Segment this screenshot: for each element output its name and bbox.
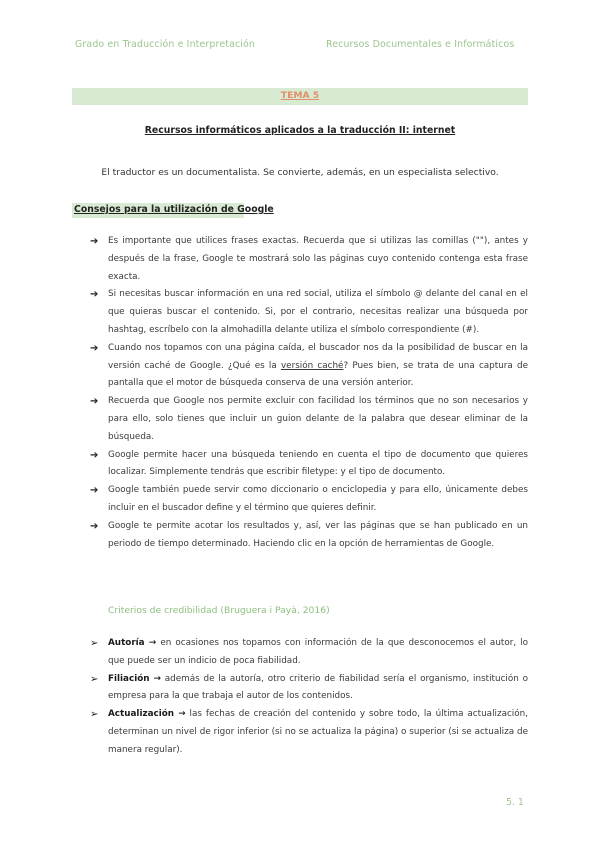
criterion-title: Autoría → [108, 638, 157, 648]
criterion-title: Actualización → [108, 709, 186, 720]
list-item [90, 286, 528, 339]
list-item [90, 447, 528, 483]
list-item [90, 340, 528, 393]
tips-list [90, 233, 528, 553]
triangle-arrow-icon: ➢ [90, 673, 99, 685]
cache-version-term: versión caché [280, 360, 344, 371]
arrow-icon: ➔ [90, 520, 99, 532]
arrow-icon: ➔ [90, 342, 99, 354]
document-subtitle: Recursos informáticos aplicados a la traducción II: internet [144, 125, 456, 136]
tema-heading: TEMA 5 [280, 90, 320, 101]
list-item [90, 706, 528, 759]
page-number: 5. 1 [506, 797, 524, 808]
arrow-icon: ➔ [90, 396, 99, 408]
list-item [90, 671, 528, 707]
criterion-text: las fechas de creación del contenido y sobre todo, la última actualización, determinan un nivel de rigor inferior (si no se actualiza la página) o superior (si se actualiza de manera regular). [108, 709, 528, 755]
tip-text: Google te permite acotar los resultados y, así, ver las páginas que se han publicado en un periodo de tiempo determinado. Haciendo clic en la opción de herramientas de Google. [108, 520, 528, 549]
tip-text: Recuerda que Google nos permite excluir con facilidad los términos que no son necesarios y para ello, solo tienes que incluir un guion delante de la palabra que desear eliminar de la búsqueda. [108, 396, 528, 442]
arrow-icon: ➔ [90, 236, 99, 247]
criterion-title: Filiación → [108, 673, 161, 684]
triangle-arrow-icon: ➢ [90, 709, 99, 721]
triangle-arrow-icon: ➢ [90, 638, 99, 649]
section-title: Consejos para la utilización de Google [74, 204, 274, 215]
header-course: Recursos Documentales e Informáticos [326, 39, 515, 50]
list-item [90, 518, 528, 554]
intro-paragraph: El traductor es un documentalista. Se convierte, además, en un especialista selectivo. [101, 167, 499, 178]
tip-text: ? Pues bien, se trata de una captura de pantalla que el motor de búsqueda conserva de una versión anterior. [108, 360, 528, 389]
tip-text: Google también puede servir como diccionario o enciclopedia y para ello, únicamente debes incluir en el buscador define y el término que quieres definir. [108, 485, 528, 513]
criterion-text: en ocasiones nos topamos con información de la que desconocemos el autor, lo que puede ser un indicio de poca fiabilidad. [108, 638, 528, 666]
list-item [90, 635, 528, 671]
criteria-list [90, 635, 528, 760]
list-item [90, 393, 528, 446]
criteria-title: Criterios de credibilidad (Bruguera i Payà, 2016) [108, 605, 330, 616]
criterion-text: además de la autoría, otro criterio de fiabilidad sería el organismo, institución o empresa para la que trabaja el autor de los contenidos. [108, 673, 528, 702]
arrow-icon: ➔ [90, 289, 99, 301]
list-item [90, 482, 528, 518]
tip-text: Si necesitas buscar información en una red social, utiliza el símbolo @ delante del canal en el que quieras buscar el contenido. Si, por el contrario, necesitas realizar una búsqueda por hashtag, escríbelo con la almohadilla delante utiliza el símbolo correspondiente (#). [108, 289, 528, 335]
tip-text: Es importante que utilices frases exactas. Recuerda que si utilizas las comillas (""), antes y después de la frase, Google te mostrará solo las páginas cuyo contenido contenga esta frase exacta. [108, 236, 528, 282]
tip-text: Google permite hacer una búsqueda teniendo en cuenta el tipo de documento que quieres localizar. Simplemente tendrás que escribir filetype: y el tipo de documento. [108, 449, 528, 478]
tip-text: Cuando nos topamos con una página caída, el buscador nos da la posibilidad de buscar en la versión caché de Google. ¿Qué es la [108, 342, 528, 371]
arrow-icon: ➔ [90, 485, 99, 497]
tema-band [72, 88, 528, 105]
list-item [90, 233, 528, 286]
header-degree: Grado en Traducción e Interpretación [75, 39, 256, 50]
arrow-icon: ➔ [90, 449, 99, 461]
